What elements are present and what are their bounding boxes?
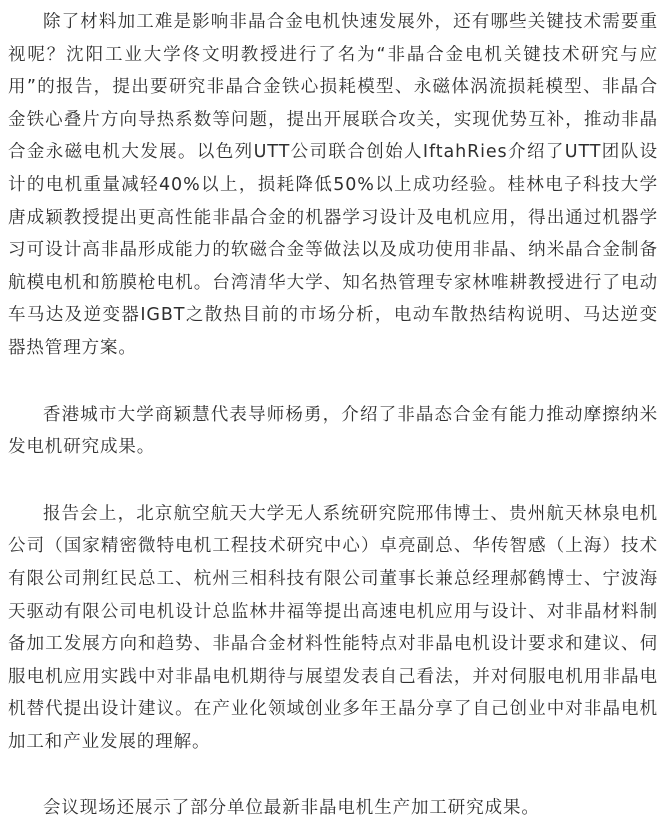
paragraph-industry-speakers: 报告会上，北京航空航天大学无人系统研究院邢伟博士、贵州航天林泉电机公司（国家精密微特电机工程技术研究中心）卓亮副总、华传智感（上海）技术有限公司荆红民总工、杭州三相科技有限公司董事长兼总经理郝鹤博士、宁波海天驱动有限公司电机设计总监林井福等提出高速电机应用与设计、对非晶材料制备加工发展方向和趋势、非晶合金材料性能特点对非晶电机设计要求和建议、伺服电机应用实践中对非晶电机期待与展望发表自己看法，并对伺服电机用非晶电机替代提出设计建议。在产业化领域创业多年王晶分享了自己创业中对非晶电机加工和产业发展的理解。 [8,503,658,752]
paragraph-exhibition: 会议现场还展示了部分单位最新非晶电机生产加工研究成果。 [43,798,540,819]
article-body [8,6,658,825]
paragraph-cityu-report: 香港城市大学商颖慧代表导师杨勇，介绍了非晶态合金有能力推动摩擦纳米发电机研究成果。 [8,404,658,458]
paragraph-technical-reports: 除了材料加工难是影响非晶合金电机快速发展外，还有哪些关键技术需要重视呢？沈阳工业大学佟文明教授进行了名为“非晶合金电机关键技术研究与应用”的报告，提出要研究非晶合金铁心损耗模型、永磁体涡流损耗模型、非晶合金铁心叠片方向导热系数等问题，提出开展联合攻关，实现优势互补，推动非晶合金永磁电机大发展。以色列UTT公司联合创始人IftahRies介绍了UTT团队设计的电机重量减轻40%以上，损耗降低50%以上成功经验。桂林电子科技大学唐成颖教授提出更高性能非晶合金的机器学习设计及电机应用，得出通过机器学习可设计高非晶形成能力的软磁合金等做法以及成功使用非晶、纳米晶合金制备航模电机和筋膜枪电机。台湾清华大学、知名热管理专家林唯耕教授进行了电动车马达及逆变器IGBT之散热目前的市场分析，电动车散热结构说明、马达逆变器热管理方案。 [8,12,658,358]
